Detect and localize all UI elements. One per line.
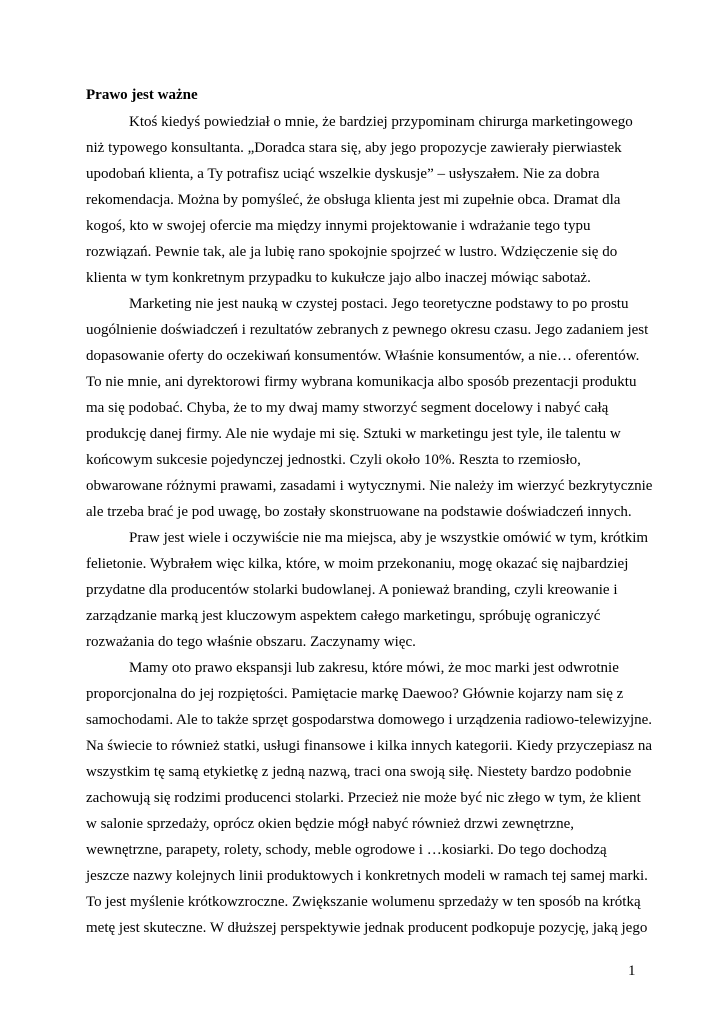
- text-line: dopasowanie oferty do oczekiwań konsumentów. Właśnie konsumentów, a nie… oferentów.: [86, 348, 640, 364]
- text-line: rekomendacja. Można by pomyśleć, że obsługa klienta jest mi zupełnie obca. Dramat dla: [86, 192, 621, 208]
- text-line: Ktoś kiedyś powiedział o mnie, że bardziej przypominam chirurga marketingowego: [129, 114, 633, 130]
- text-line: przydatne dla producentów stolarki budowlanej. A ponieważ branding, czyli kreowanie i: [86, 582, 618, 598]
- page-number: 1: [628, 963, 636, 979]
- text-line: metę jest skuteczne. W dłuższej perspektywie jednak producent podkopuje pozycję, jaką jego: [86, 920, 648, 936]
- text-line: kogoś, kto w swojej ofercie ma między innymi projektowanie i wdrażanie tego typu: [86, 218, 591, 234]
- text-line: uogólnienie doświadczeń i rezultatów zebranych z pewnego okresu czasu. Jego zadaniem jest: [86, 322, 649, 338]
- text-line: obwarowane różnymi prawami, zasadami i wytycznymi. Nie należy im wierzyć bezkrytycznie: [86, 478, 653, 494]
- text-line: ale trzeba brać je pod uwagę, bo zostały skonstruowane na podstawie doświadczeń innych.: [86, 504, 632, 520]
- text-line: Mamy oto prawo ekspansji lub zakresu, które mówi, że moc marki jest odwrotnie: [129, 660, 619, 676]
- text-line: zarządzanie marką jest kluczowym aspektem całego marketingu, spróbuję ograniczyć: [86, 608, 601, 624]
- text-line: klienta w tym konkretnym przypadku to kukułcze jajo albo inaczej mówiąc sabotaż.: [86, 270, 591, 286]
- text-line: Marketing nie jest nauką w czystej postaci. Jego teoretyczne podstawy to po prostu: [129, 296, 629, 312]
- text-line: ma się podobać. Chyba, że to my dwaj mamy stworzyć segment docelowy i nabyć całą: [86, 400, 609, 416]
- text-line: To nie mnie, ani dyrektorowi firmy wybrana komunikacja albo sposób prezentacji produktu: [86, 374, 637, 390]
- document-title: Prawo jest ważne: [86, 87, 198, 103]
- text-line: rozwiązań. Pewnie tak, ale ja lubię rano spokojnie spojrzeć w lustro. Wdzięczenie się do: [86, 244, 618, 260]
- text-line: jeszcze nazwy kolejnych linii produktowych i konkretnych modeli w ramach tej samej marki.: [86, 868, 648, 884]
- text-line: wewnętrzne, parapety, rolety, schody, meble ogrodowe i …kosiarki. Do tego dochodzą: [86, 842, 607, 858]
- text-line: Praw jest wiele i oczywiście nie ma miejsca, aby je wszystkie omówić w tym, krótkim: [129, 530, 649, 546]
- text-line: rozważania do tego właśnie obszaru. Zaczynamy więc.: [86, 634, 416, 650]
- text-line: zachowują się rodzimi producenci stolarki. Przecież nie może być nic złego w tym, że klient: [86, 790, 641, 806]
- text-line: upodobań klienta, a Ty potrafisz uciąć wszelkie dyskusje” – usłyszałem. Nie za dobra: [86, 166, 600, 182]
- text-line: Na świecie to również statki, usługi finansowe i kilka innych kategorii. Kiedy przyczepiasz na: [86, 738, 653, 754]
- text-line: końcowym sukcesie pojedynczej jednostki. Czyli około 10%. Reszta to rzemiosło,: [86, 452, 581, 468]
- text-line: proporcjonalna do jej rozpiętości. Pamiętacie markę Daewoo? Głównie kojarzy nam się z: [86, 686, 624, 702]
- text-line: samochodami. Ale to także sprzęt gospodarstwa domowego i urządzenia radiowo-telewizyjne.: [86, 712, 653, 728]
- text-line: niż typowego konsultanta. „Doradca stara się, aby jego propozycje zawierały pierwiastek: [86, 140, 622, 156]
- text-line: wszystkim tę samą etykietkę z jedną nazwą, traci ona swoją siłę. Niestety bardzo podobnie: [86, 764, 632, 780]
- text-line: produkcję danej firmy. Ale nie wydaje mi się. Sztuki w marketingu jest tyle, ile talentu w: [86, 426, 621, 442]
- text-line: felietonie. Wybrałem więc kilka, które, w moim przekonaniu, mogę okazać się najbardziej: [86, 556, 629, 572]
- text-line: To jest myślenie krótkowzroczne. Zwiększanie wolumenu sprzedaży w ten sposób na krótką: [86, 894, 641, 910]
- text-line: w salonie sprzedaży, oprócz okien będzie mógł nabyć również drzwi zewnętrzne,: [86, 816, 574, 832]
